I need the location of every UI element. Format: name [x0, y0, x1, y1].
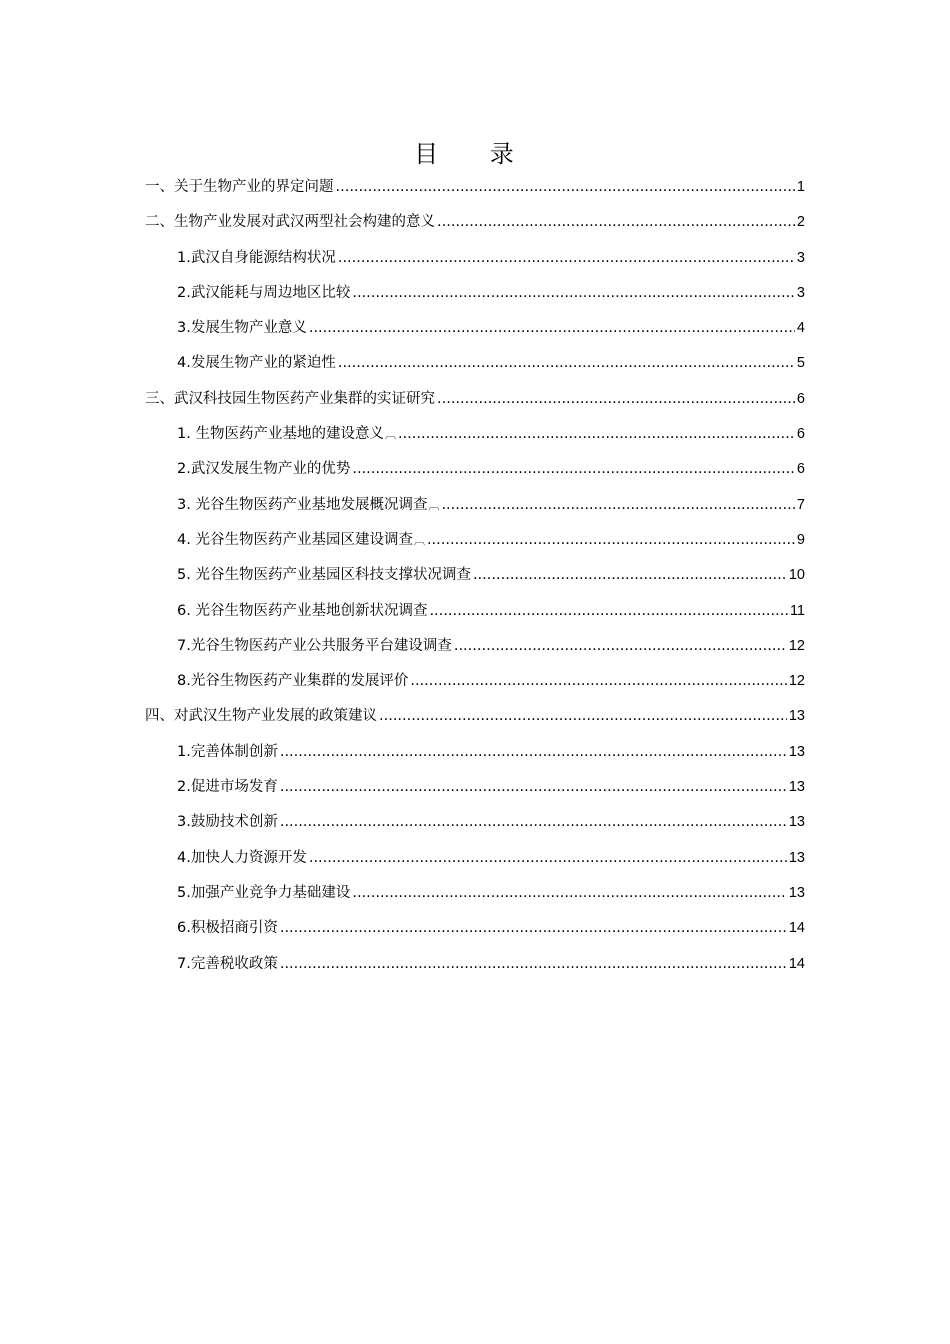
toc-entry-page-number: 6 [796, 426, 805, 443]
toc-entry-page-number: 1 [796, 179, 805, 195]
dot-leader [309, 846, 787, 870]
toc-entry[interactable] [145, 457, 805, 492]
toc-entry-page-number: 10 [788, 567, 805, 584]
toc-entry[interactable] [145, 599, 805, 634]
dot-leader [352, 281, 795, 305]
toc-entry[interactable] [145, 175, 805, 210]
toc-entry-label: 4. 光谷生物医药产业基园区建设调查 [177, 531, 413, 548]
toc-entry-label: 5. 光谷生物医药产业基园区科技支撑状况调查 [177, 567, 471, 584]
toc-entry-page-number: 12 [788, 637, 805, 654]
toc-entry-label: 4.发展生物产业的紧迫性 [177, 355, 336, 372]
toc-entry[interactable] [145, 281, 805, 316]
dot-leader [280, 952, 787, 976]
toc-entry-page-number: 3 [796, 249, 805, 266]
toc-title: 目 录 [414, 140, 536, 168]
dot-leader [280, 740, 787, 764]
toc-entry-page-number: 5 [796, 355, 805, 372]
toc-entry-page-number: 3 [796, 284, 805, 301]
toc-entry[interactable] [145, 316, 805, 351]
dot-leader [338, 246, 795, 270]
toc-entry-label: 二、生物产业发展对武汉两型社会构建的意义 [145, 214, 435, 231]
toc-entry[interactable] [145, 740, 805, 775]
toc-entry-mark: ︹ [413, 533, 425, 547]
toc-entry[interactable] [145, 669, 805, 704]
toc-entry[interactable] [145, 846, 805, 881]
toc-entry[interactable] [145, 952, 805, 987]
toc-entry-page-number: 11 [789, 602, 805, 619]
toc-entry-label: 3.发展生物产业意义 [177, 320, 307, 337]
toc-entry[interactable] [145, 351, 805, 386]
toc-entry[interactable] [145, 810, 805, 845]
toc-entry-page-number: 13 [788, 849, 805, 866]
dot-leader [441, 493, 794, 517]
dot-leader [379, 704, 787, 728]
dot-leader [454, 634, 787, 658]
toc-entry-label: 7.完善税收政策 [177, 955, 278, 972]
toc-entry[interactable] [145, 528, 805, 563]
toc-entry-label: 2.促进市场发育 [177, 779, 278, 796]
toc-entry-label: 一、关于生物产业的界定问题 [145, 179, 334, 195]
toc-entry-label: 1.武汉自身能源结构状况 [177, 249, 336, 266]
toc-entry-label: 1. 生物医药产业基地的建设意义 [177, 426, 384, 443]
toc-entry-label: 5.加强产业竞争力基础建设 [177, 884, 351, 901]
dot-leader [280, 916, 787, 940]
toc-entry[interactable] [145, 563, 805, 598]
toc-entry-label: 8.光谷生物医药产业集群的发展评价 [177, 673, 409, 690]
toc-entry-label: 6.积极招商引资 [177, 920, 278, 937]
toc-entry-label: 7.光谷生物医药产业公共服务平台建设调查 [177, 637, 452, 654]
toc-entry-page-number: 7 [796, 496, 805, 513]
toc-entry[interactable] [145, 387, 805, 422]
dot-leader [352, 457, 795, 481]
toc-entry-page-number: 14 [788, 955, 805, 972]
toc-entry[interactable] [145, 916, 805, 951]
dot-leader [437, 210, 795, 234]
dot-leader [473, 563, 787, 587]
toc-entry[interactable] [145, 881, 805, 916]
toc-entry-page-number: 13 [788, 708, 805, 725]
toc-entry-label: 6. 光谷生物医药产业基地创新状况调查 [177, 602, 428, 619]
toc-entry[interactable] [145, 775, 805, 810]
dot-leader [280, 775, 787, 799]
toc-entry-label: 3. 光谷生物医药产业基地发展概况调查 [177, 496, 428, 513]
toc-entry-label: 2.武汉发展生物产业的优势 [177, 461, 351, 478]
toc-entry-page-number: 13 [788, 743, 805, 760]
dot-leader [352, 881, 787, 905]
dot-leader [309, 316, 795, 340]
toc-entry-mark: ︹ [428, 498, 440, 512]
toc-entry-label: 4.加快人力资源开发 [177, 849, 307, 866]
toc-entry-page-number: 12 [788, 673, 805, 690]
dot-leader [398, 422, 795, 446]
toc-entry-label: 2.武汉能耗与周边地区比较 [177, 284, 351, 301]
toc-entry-label: 1.完善体制创新 [177, 743, 278, 760]
dot-leader [437, 387, 795, 411]
toc-entry[interactable] [145, 704, 805, 739]
dot-leader [280, 810, 787, 834]
toc-entry[interactable] [145, 493, 805, 528]
toc-entry[interactable] [145, 246, 805, 281]
toc-entry-page-number: 4 [796, 320, 805, 337]
toc-entry[interactable] [145, 422, 805, 457]
dot-leader [427, 528, 795, 552]
toc-entry-mark: ︹ [384, 428, 396, 442]
toc-entry[interactable] [145, 634, 805, 669]
toc-entry[interactable] [145, 210, 805, 245]
dot-leader [410, 669, 787, 693]
dot-leader [338, 351, 795, 375]
toc-entry-page-number: 9 [796, 531, 805, 548]
toc-entry-label: 四、对武汉生物产业发展的政策建议 [145, 708, 377, 725]
dot-leader [336, 175, 795, 199]
toc-entry-page-number: 13 [788, 814, 805, 831]
toc-entry-label: 3.鼓励技术创新 [177, 814, 278, 831]
toc-entry-page-number: 13 [788, 779, 805, 796]
toc-entry-label: 三、武汉科技园生物医药产业集群的实证研究 [145, 390, 435, 407]
toc-entry-page-number: 13 [788, 884, 805, 901]
toc-entry-page-number: 6 [796, 461, 805, 478]
toc-entry-page-number: 6 [796, 390, 805, 407]
table-of-contents [145, 175, 805, 987]
dot-leader [429, 599, 787, 623]
toc-entry-page-number: 14 [788, 920, 805, 937]
toc-entry-page-number: 2 [796, 214, 805, 231]
